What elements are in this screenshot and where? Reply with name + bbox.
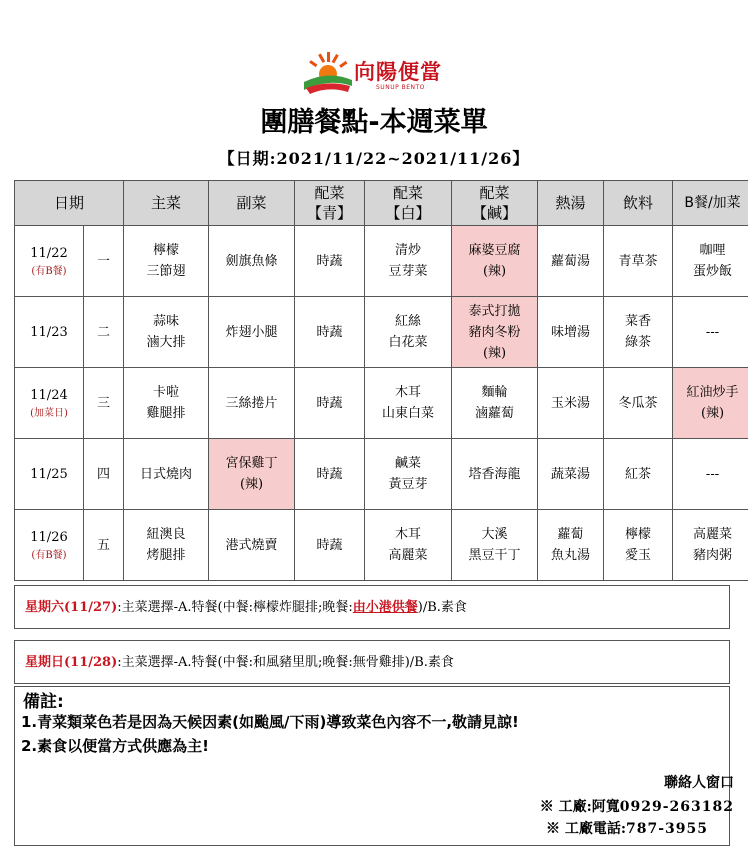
sunday-text: :主菜選擇-A.特餐(中餐:和風豬里肌;晚餐:無骨雞排)/B.素食 [117, 655, 454, 670]
remarks-line-2: 2.素食以便當方式供應為主! [21, 737, 209, 755]
saturday-label: 星期六(11/27) [25, 600, 118, 615]
soup-cell: 蘿蔔 魚丸湯 [538, 510, 604, 581]
saturday-text-b: )/B.素食 [417, 600, 467, 615]
drink-cell: 菜香 綠茶 [604, 297, 673, 368]
brand-subtitle: SUNUP BENTO [376, 84, 425, 91]
main-cell: 卡啦 雞腿排 [124, 368, 209, 439]
weekday-cell: 二 [84, 297, 124, 368]
side-cell: 港式燒賣 [209, 510, 295, 581]
weekday-cell: 一 [84, 226, 124, 297]
drink-cell: 冬瓜茶 [604, 368, 673, 439]
soup-cell: 蘿蔔湯 [538, 226, 604, 297]
soup-cell: 味增湯 [538, 297, 604, 368]
contact-phone [546, 818, 708, 838]
side-cell: 劍旗魚條 [209, 226, 295, 297]
saturday-text-a: :主菜選擇-A.特餐(中餐:檸檬炸腿排;晚餐: [117, 600, 353, 615]
sunday-note [14, 640, 730, 684]
green-cell: 時蔬 [295, 368, 365, 439]
green-cell: 時蔬 [295, 439, 365, 510]
brand-name: 向陽便當 [354, 60, 442, 84]
extra-cell: 紅油炒手 (辣) [673, 368, 748, 439]
remarks-heading: 備註: [23, 692, 64, 712]
header-drink: 飲料 [604, 181, 673, 226]
weekday-cell: 四 [84, 439, 124, 510]
main-cell: 檸檬 三節翅 [124, 226, 209, 297]
date-range [0, 146, 748, 169]
table-row [15, 368, 748, 439]
date-cell: 11/22 (有B餐) [15, 226, 84, 297]
date-value: 2021/11/22~2021/11/26 [276, 149, 513, 168]
drink-cell: 檸檬 愛玉 [604, 510, 673, 581]
drink-cell: 紅茶 [604, 439, 673, 510]
white-cell: 清炒 豆芽菜 [365, 226, 452, 297]
table-row [15, 226, 748, 297]
green-cell: 時蔬 [295, 226, 365, 297]
side-cell: 三絲捲片 [209, 368, 295, 439]
header-extra: B餐/加菜 [673, 181, 748, 226]
extra-cell: --- [673, 297, 748, 368]
date-cell: 11/25 [15, 439, 84, 510]
side-cell: 宮保雞丁 (辣) [209, 439, 295, 510]
salty-cell: 塔香海龍 [452, 439, 538, 510]
page-title: 團膳餐點-本週菜單 [260, 107, 488, 138]
soup-cell: 玉米湯 [538, 368, 604, 439]
date-cell: 11/26 (有B餐) [15, 510, 84, 581]
factory-phone: 0929-263182 [619, 799, 734, 815]
main-cell: 日式燒肉 [124, 439, 209, 510]
weekday-cell: 五 [84, 510, 124, 581]
factory-label: ※ 工廠:阿寬 [539, 799, 620, 815]
contact-heading: 聯絡人窗口 [664, 775, 734, 791]
saturday-highlight: 由小港供餐 [352, 600, 418, 615]
header-veg-salty: 配菜 【鹹】 [452, 181, 538, 226]
drink-cell: 青草茶 [604, 226, 673, 297]
main-cell: 蒜味 滷大排 [124, 297, 209, 368]
table-row [15, 297, 748, 368]
menu-table [14, 180, 748, 581]
table-row [15, 439, 748, 510]
salty-cell: 泰式打拋 豬肉冬粉 (辣) [452, 297, 538, 368]
weekday-cell: 三 [84, 368, 124, 439]
header-veg-green: 配菜 【青】 [295, 181, 365, 226]
header-row [15, 181, 748, 226]
extra-cell: --- [673, 439, 748, 510]
date-sep: : [269, 149, 277, 168]
extra-cell: 咖哩 蛋炒飯 [673, 226, 748, 297]
header-date: 日期 [15, 181, 124, 226]
green-cell: 時蔬 [295, 297, 365, 368]
table-row [15, 510, 748, 581]
header-veg-white: 配菜 【白】 [365, 181, 452, 226]
white-cell: 木耳 山東白菜 [365, 368, 452, 439]
phone-label: ※ 工廠電話: [545, 821, 626, 837]
white-cell: 紅絲 白花菜 [365, 297, 452, 368]
soup-cell: 蔬菜湯 [538, 439, 604, 510]
white-cell: 木耳 高麗菜 [365, 510, 452, 581]
main-cell: 紐澳良 烤腿排 [124, 510, 209, 581]
saturday-note [14, 585, 730, 629]
side-cell: 炸翅小腿 [209, 297, 295, 368]
salty-cell: 麻婆豆腐 (辣) [452, 226, 538, 297]
contact-factory [540, 796, 734, 816]
white-cell: 鹹菜 黃豆芽 [365, 439, 452, 510]
header-side: 副菜 [209, 181, 295, 226]
remarks-line-1: 1.青菜類菜色若是因為天候因素(如颱風/下雨)導致菜色內容不一,敬請見諒! [21, 713, 519, 731]
date-label: 日期 [235, 149, 270, 168]
salty-cell: 大溪 黑豆干丁 [452, 510, 538, 581]
bracket-open: 【 [218, 149, 236, 168]
date-cell: 11/23 [15, 297, 84, 368]
sunday-label: 星期日(11/28) [25, 655, 118, 670]
date-cell: 11/24 (加菜日) [15, 368, 84, 439]
extra-cell: 高麗菜 豬肉粥 [673, 510, 748, 581]
phone-value: 787-3955 [626, 821, 708, 837]
salty-cell: 麵輪 滷蘿蔔 [452, 368, 538, 439]
bracket-close: 】 [512, 149, 530, 168]
header-soup: 熱湯 [538, 181, 604, 226]
green-cell: 時蔬 [295, 510, 365, 581]
header-main: 主菜 [124, 181, 209, 226]
